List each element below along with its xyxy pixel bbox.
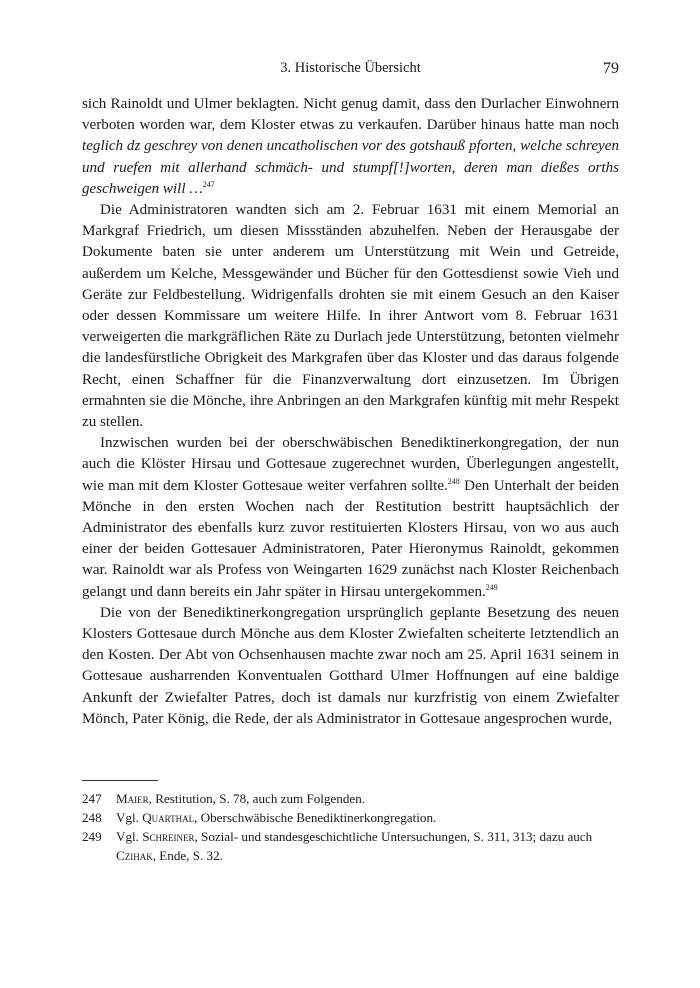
- citation: , Oberschwäbische Benediktinerkongregation.: [194, 810, 437, 825]
- running-title: 3. Historische Übersicht: [280, 60, 421, 76]
- paragraph-text: Inzwischen wurden bei der oberschwäbischen Benediktinerkongregation, der nun auch die Klöster Hirsau und Gottesaue zugerechnet wurden, Überlegungen angestellt, wie man mit dem Kloster Gottesaue weiter verfahren sollte.: [82, 435, 619, 494]
- paragraph: Die Administratoren wandten sich am 2. Februar 1631 mit einem Memorial an Markgraf Friedrich, um diesen Missständen abzuhelfen. Neben der Herausgabe der Dokumente baten sie unter anderem um Unterstützung mit Wein und Getreide, außerdem um Kelche, Messgewänder und Bücher für den Gottesdienst sowie Vieh und Geräte zur Feldbestellung. Widrigenfalls drohten sie mit einem Gesuch an den Kaiser oder dessen Kommissare um weitere Hilfe. In ihrer Antwort vom 8. Februar 1631 verweigerten die markgräflichen Räte zu Durlach jede Unterstützung, betonten vielmehr die landesfürstliche Obrigkeit des Markgrafen über das Kloster und das daraus folgende Recht, einen Schaffner für die Finanzverwaltung dort einzusetzen. Im Übrigen ermahnten sie die Mönche, ihre Anbringen an den Markgrafen künftig mit mehr Respekt zu stellen.: [82, 202, 619, 431]
- footnote: [82, 789, 619, 808]
- footnote: [82, 827, 619, 865]
- author-name: Czihak: [116, 848, 153, 863]
- citation-prefix: Vgl.: [116, 829, 143, 844]
- footnote: [82, 808, 619, 827]
- citation: , Restitution, S. 78, auch zum Folgenden.: [148, 791, 366, 806]
- footnote-number: 248: [82, 810, 102, 825]
- footnote-ref: 248: [447, 476, 460, 486]
- footnotes: [82, 789, 619, 865]
- running-header: [82, 60, 619, 84]
- footnote-rule: [82, 780, 158, 781]
- paragraph: Die von der Benediktinerkongregation ursprünglich geplante Besetzung des neuen Klosters Gottesaue durch Mönche aus dem Kloster Zwiefalten scheiterte letztendlich an den Kosten. Der Abt von Ochsenhausen machte zwar noch am 25. April 1631 seinem in Gottesaue ausharrenden Konventualen Gotthard Ulmer Hoffnungen auf eine baldige Ankunft der Zwiefalter Patres, doch ist damals nur kurzfristig von einem Zwiefalter Mönch, Pater König, die Rede, der als Administrator in Gottesaue angesprochen wurde,: [82, 604, 619, 727]
- citation-prefix: Vgl.: [116, 810, 143, 825]
- footnote-text: [116, 827, 619, 865]
- body-text: [82, 94, 619, 730]
- footnote-number: 249: [82, 829, 102, 844]
- paragraph-text: sich Rainoldt und Ulmer beklagten. Nicht genug damit, dass den Durlacher Einwohnern verboten worden war, dem Kloster etwas zu verkaufen. Darüber hinaus hatte man noch: [82, 96, 619, 134]
- citation: , Ende, S. 32.: [152, 848, 223, 863]
- author-name: Quarthal: [142, 810, 195, 825]
- page-number: 79: [603, 60, 619, 77]
- author-name: Schreiner: [142, 829, 195, 844]
- footnote-text: [116, 808, 619, 827]
- footnote-text: [116, 789, 619, 808]
- paragraph: [82, 433, 619, 603]
- citation: , Sozial- und standesgeschichtliche Untersuchungen, S. 311, 313; dazu auch: [194, 829, 593, 844]
- paragraph-text: Den Unterhalt der beiden Mönche in den ersten Wochen nach der Restitution bestritt hauptsächlich der Administrator des ebenfalls kurz zuvor restituierten Klosters Hirsau, von wo aus auch einer der beiden Gottesauer Administratoren, Pater Hieronymus Rainoldt, gekommen war. Rainoldt war als Profess von Weingarten 1629 zunächst nach Kloster Reichenbach gelangt und dann bereits ein Jahr später in Hirsau untergekommen.: [82, 477, 620, 600]
- footnote-ref: 249: [485, 582, 498, 592]
- paragraph: [82, 94, 619, 200]
- footnote-number: 247: [82, 791, 102, 806]
- author-name: Maier: [116, 791, 149, 806]
- quotation: teglich dz geschrey von denen uncatholischen vor des gotshauß pforten, welche schreyen und ruefen mit allerhand schmäch- und stumpf[!]worten, deren man dießes orths geschweigen will …: [82, 138, 619, 197]
- footnote-ref: 247: [202, 179, 215, 189]
